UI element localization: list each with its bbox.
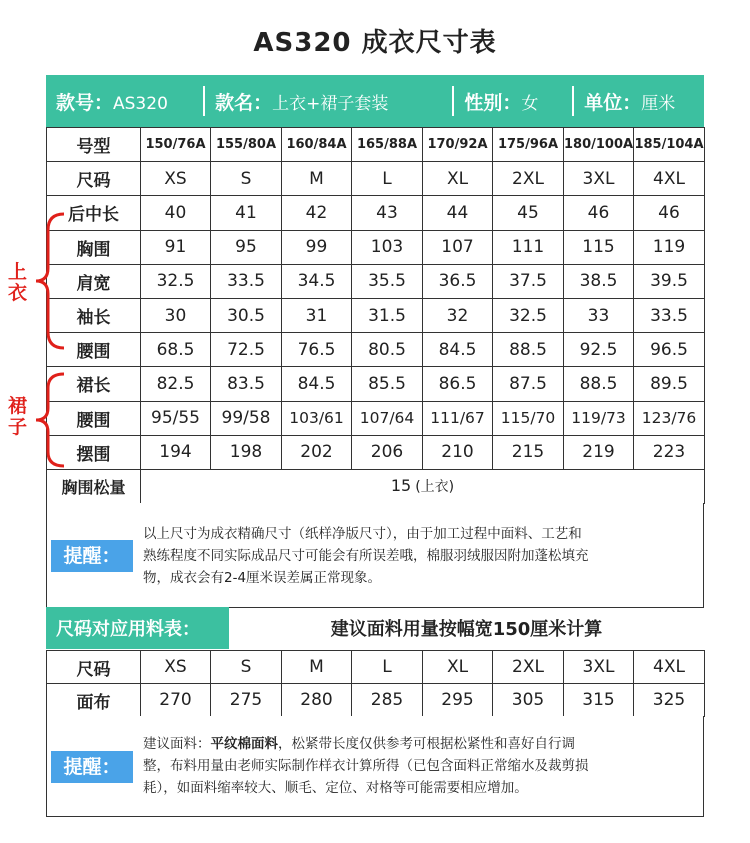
value-cell: 215	[493, 435, 564, 469]
side-label-skirt	[8, 396, 28, 438]
style-number-value: AS320	[113, 93, 168, 114]
row-label: 摆围	[47, 435, 141, 469]
reminder-line: 熟练程度不同实际成品尺寸可能会有所误差哦，棉服羽绒服因附加蓬松填充	[143, 548, 589, 564]
brace-skirt-icon	[28, 370, 68, 470]
value-cell: 325	[634, 684, 705, 717]
value-cell: 31.5	[352, 298, 423, 332]
size-cell: XS	[141, 162, 211, 196]
row-label: 后中长	[47, 196, 141, 230]
value-cell: 305	[493, 684, 564, 717]
size-cell: 4XL	[634, 162, 705, 196]
value-cell: 280	[282, 684, 352, 717]
value-cell: 92.5	[564, 333, 634, 367]
reminder-line-rest: ，松紧带长度仅供参考可根据松紧性和喜好自行调	[278, 736, 575, 752]
value-cell: 202	[282, 435, 352, 469]
table-row	[47, 651, 705, 684]
value-cell: 88.5	[493, 333, 564, 367]
value-cell: 103/61	[282, 401, 352, 435]
value-cell: 107	[423, 230, 493, 264]
value-cell: 31	[282, 298, 352, 332]
value-cell: 91	[141, 230, 211, 264]
size-cell: L	[352, 651, 423, 684]
value-cell: 88.5	[564, 367, 634, 401]
value-cell: 223	[634, 435, 705, 469]
table-row	[47, 196, 705, 230]
row-label: 肩宽	[47, 264, 141, 298]
value-cell: 111	[493, 230, 564, 264]
value-cell: 107/64	[352, 401, 423, 435]
value-cell: 30.5	[211, 298, 282, 332]
value-cell: 33	[564, 298, 634, 332]
reminder-text-1	[143, 523, 703, 589]
value-cell: 96.5	[634, 333, 705, 367]
table-row	[47, 401, 705, 435]
model-cell: 165/88A	[352, 128, 423, 162]
row-label: 腰围	[47, 401, 141, 435]
size-cell: 2XL	[493, 651, 564, 684]
row-label: 腰围	[47, 333, 141, 367]
model-cell: 170/92A	[423, 128, 493, 162]
row-label: 裙长	[47, 367, 141, 401]
ease-number: 15	[390, 476, 412, 496]
value-cell: 32.5	[141, 264, 211, 298]
size-cell: 4XL	[634, 651, 705, 684]
page-title: AS320 成衣尺寸表	[253, 28, 497, 58]
style-name	[205, 88, 452, 115]
size-cell: M	[282, 162, 352, 196]
size-cell: XL	[423, 162, 493, 196]
header-bar	[46, 75, 704, 127]
value-cell: 115	[564, 230, 634, 264]
row-label: 袖长	[47, 298, 141, 332]
side-label-skirt-text: 裙子	[8, 395, 28, 438]
value-cell: 33.5	[211, 264, 282, 298]
table-row	[47, 367, 705, 401]
value-cell: 39.5	[634, 264, 705, 298]
row-label: 号型	[47, 128, 141, 162]
value-cell: 80.5	[352, 333, 423, 367]
value-cell: 36.5	[423, 264, 493, 298]
size-cell: XL	[423, 651, 493, 684]
value-cell: 72.5	[211, 333, 282, 367]
reminder-line-bold: 平纹棉面料	[210, 736, 278, 752]
value-cell: 119/73	[564, 401, 634, 435]
value-cell: 95	[211, 230, 282, 264]
value-cell: 86.5	[423, 367, 493, 401]
row-label: 尺码	[47, 162, 141, 196]
side-label-top-text: 上衣	[8, 261, 28, 304]
table-row	[47, 684, 705, 717]
brace-top-icon	[28, 210, 68, 352]
value-cell: 285	[352, 684, 423, 717]
row-label: 尺码	[47, 651, 141, 684]
reminder-tag-2: 提醒：	[51, 751, 133, 783]
value-cell: 210	[423, 435, 493, 469]
table-row	[47, 435, 705, 469]
size-cell: XS	[141, 651, 211, 684]
value-cell: 41	[211, 196, 282, 230]
model-cell: 180/100A	[564, 128, 634, 162]
table-row	[47, 469, 705, 503]
value-cell: 89.5	[634, 367, 705, 401]
value-cell: 40	[141, 196, 211, 230]
value-cell: 37.5	[493, 264, 564, 298]
value-cell: 82.5	[141, 367, 211, 401]
table-row	[47, 128, 705, 162]
gender-value: 女	[521, 93, 539, 114]
size-cell: 3XL	[564, 162, 634, 196]
table-row	[47, 162, 705, 196]
value-cell: 46	[634, 196, 705, 230]
value-cell: 87.5	[493, 367, 564, 401]
value-cell: 111/67	[423, 401, 493, 435]
value-cell: 198	[211, 435, 282, 469]
material-subtitle: 建议面料用量按幅宽150厘米计算	[330, 619, 603, 640]
value-cell: 44	[423, 196, 493, 230]
value-cell: 270	[141, 684, 211, 717]
size-table	[46, 127, 705, 504]
value-cell: 85.5	[352, 367, 423, 401]
model-cell: 160/84A	[282, 128, 352, 162]
ease-note: (上衣)	[415, 479, 455, 496]
ease-value	[141, 469, 705, 503]
value-cell: 30	[141, 298, 211, 332]
value-cell: 295	[423, 684, 493, 717]
model-cell: 150/76A	[141, 128, 211, 162]
value-cell: 42	[282, 196, 352, 230]
value-cell: 95/55	[141, 401, 211, 435]
row-label: 面布	[47, 684, 141, 717]
value-cell: 99	[282, 230, 352, 264]
value-cell: 32	[423, 298, 493, 332]
table-row	[47, 264, 705, 298]
value-cell: 34.5	[282, 264, 352, 298]
reminder-line: 耗），如面料缩率较大、顺毛、定位、对格等可能需要相应增加。	[143, 780, 528, 796]
model-cell: 185/104A	[634, 128, 705, 162]
material-header	[46, 607, 704, 649]
reminder-line	[143, 733, 703, 755]
reminder-tag-1: 提醒：	[51, 540, 133, 572]
row-label: 胸围	[47, 230, 141, 264]
value-cell: 99/58	[211, 401, 282, 435]
value-cell: 194	[141, 435, 211, 469]
reminder-line: 物，成衣会有2-4厘米误差属正常现象。	[143, 570, 382, 586]
value-cell: 219	[564, 435, 634, 469]
value-cell: 45	[493, 196, 564, 230]
size-cell: S	[211, 162, 282, 196]
size-cell: 3XL	[564, 651, 634, 684]
value-cell: 38.5	[564, 264, 634, 298]
value-cell: 35.5	[352, 264, 423, 298]
table-row	[47, 298, 705, 332]
size-cell: L	[352, 162, 423, 196]
value-cell: 46	[564, 196, 634, 230]
value-cell: 68.5	[141, 333, 211, 367]
value-cell: 123/76	[634, 401, 705, 435]
material-table	[46, 650, 705, 717]
table-row	[47, 333, 705, 367]
value-cell: 83.5	[211, 367, 282, 401]
value-cell: 32.5	[493, 298, 564, 332]
value-cell: 206	[352, 435, 423, 469]
size-cell: S	[211, 651, 282, 684]
style-name-value: 上衣+裙子套装	[272, 93, 389, 114]
gender-label: 性别：	[464, 91, 522, 114]
value-cell: 76.5	[282, 333, 352, 367]
reminder-line-prefix: 建议面料：	[143, 736, 211, 752]
reminder-text-2	[143, 733, 703, 799]
value-cell: 84.5	[423, 333, 493, 367]
table-row	[47, 230, 705, 264]
unit	[574, 88, 704, 115]
size-cell: 2XL	[493, 162, 564, 196]
style-number-label: 款号：	[56, 91, 114, 114]
value-cell: 84.5	[282, 367, 352, 401]
value-cell: 119	[634, 230, 705, 264]
value-cell: 275	[211, 684, 282, 717]
model-cell: 175/96A	[493, 128, 564, 162]
value-cell: 115/70	[493, 401, 564, 435]
reminder-line: 以上尺寸为成衣精确尺寸（纸样净版尺寸），由于加工过程中面料、工艺和	[143, 526, 582, 542]
style-name-label: 款名：	[215, 91, 273, 114]
material-title: 尺码对应用料表：	[46, 607, 229, 649]
reminder-line: 整，布料用量由老师实际制作样衣计算所得（已包含面料正常缩水及裁剪损	[143, 758, 589, 774]
value-cell: 33.5	[634, 298, 705, 332]
model-cell: 155/80A	[211, 128, 282, 162]
unit-label: 单位：	[584, 91, 642, 114]
row-label: 胸围松量	[47, 469, 141, 503]
size-cell: M	[282, 651, 352, 684]
side-label-top	[8, 262, 28, 304]
gender	[454, 88, 572, 115]
unit-value: 厘米	[641, 93, 676, 114]
value-cell: 43	[352, 196, 423, 230]
value-cell: 315	[564, 684, 634, 717]
style-number	[46, 88, 203, 115]
value-cell: 103	[352, 230, 423, 264]
